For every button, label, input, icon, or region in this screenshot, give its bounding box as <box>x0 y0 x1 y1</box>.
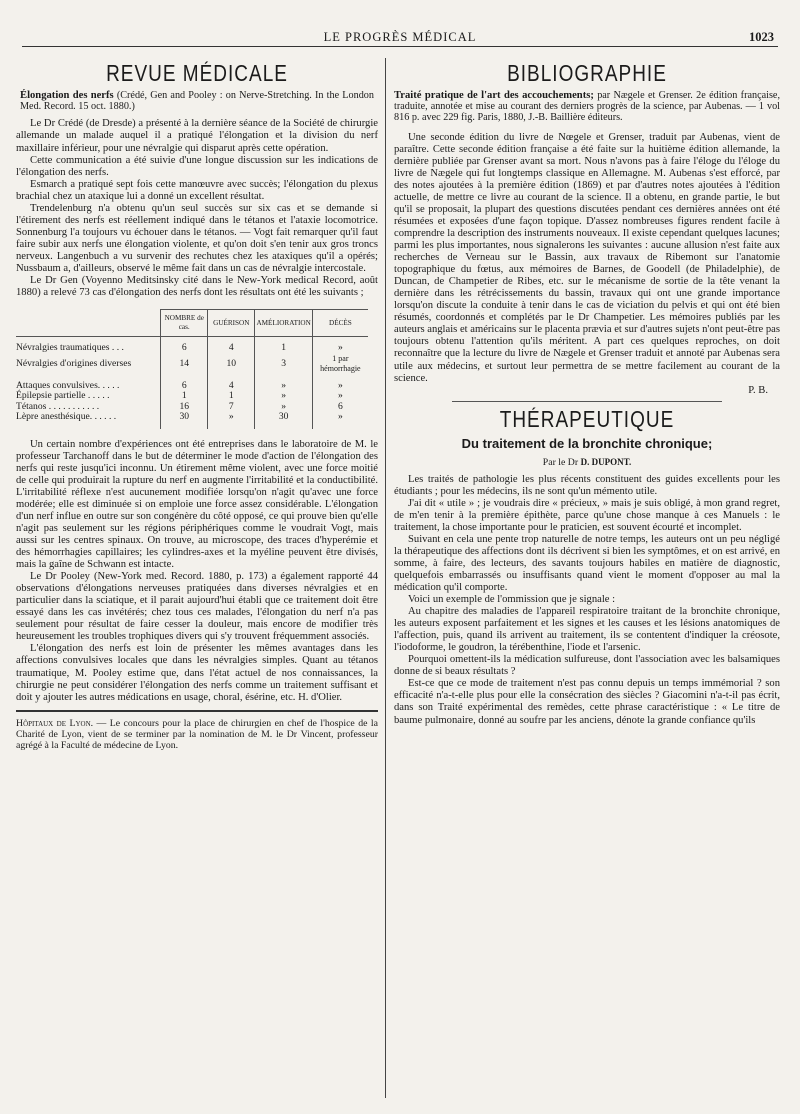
table-row: Tétanos . . . . . . . . . . . 16 7 » 6 <box>16 402 368 413</box>
reference-details: (Crédé, Gen and Pooley : on Nerve-Stretching. In the London Med. Record. 15 oct. 1880.) <box>20 90 374 113</box>
table-row: Lèpre anesthésique. . . . . . 30 » 30 » <box>16 412 368 423</box>
article-author <box>394 457 780 468</box>
therapeutique-body <box>394 474 780 727</box>
paragraph: Le Dr Gen (Voyenno Meditsinsky cité dans le New-York medical Record, août 1880) a relevé 73 cas d'élongation des nerfs dont les résultats ont été les suivants ; <box>16 275 378 299</box>
article-body-a <box>16 118 378 299</box>
table-header-cases: NOMBRE de cas. <box>161 310 208 337</box>
book-title: Traité pratique de l'art des accouchements; <box>394 90 594 101</box>
news-item <box>16 710 378 752</box>
paragraph: Les traités de pathologie les plus récents constituent des guides excellents pour les étudiants ; pour les médecins, ils ne sont qu'un mémento utile. <box>394 473 780 497</box>
table-row: Attaques convulsives. . . . . 6 4 » » <box>16 381 368 392</box>
results-table <box>16 309 368 429</box>
table-header-blank <box>16 310 161 337</box>
article-body-b <box>16 439 378 704</box>
paragraph: Suivant en cela une pente trop naturelle de notre temps, les auteurs ont un peu négligé la thérapeutique des affections dont ils décrivent si bien les symptômes, et on est arrivé, en somme, à faire, des lecteurs, des savants toujours habiles en matière de diagnostic, quelquefois embarrassés ou insuffisants quand vient le moment d'opposer au mal la médication qu'il comporte. <box>394 533 780 594</box>
review-signature: P. B. <box>748 384 768 396</box>
page-number: 1023 <box>749 30 774 44</box>
news-text: — Le concours pour la place de chirurgien en chef de l'hospice de la Charité de Lyon, vient de se terminer par la nomination de M. le Dr Vincent, professeur agrégé à la Faculté de médecine de Lyon. <box>16 717 378 752</box>
book-details: par Nægele et Grenser. 2e édition française, traduite, annotée et mise au courant des derniers progrès de la science, par Aubenas. — 1 vol 816 p. avec 229 fig. Paris, 1880, J.-B. Baillière éditeurs. <box>394 90 780 124</box>
paragraph: Est-ce que ce mode de traitement n'est pas connu depuis un temps immémorial ? son efficacité n'a-t-elle plus pour elle la consécration des siècles ? Giacomini n'a-t-il pas écrit, dans son Traité expérimental des remèdes, cette phrase caractéristique : « Le titre de baume pulmonaire, donné au soufre par les anciens, dénote la grande confiance qu'ils <box>394 678 780 726</box>
table-row: Névralgies d'origines diverses 14 10 3 1 par hémorrhagie <box>16 354 368 375</box>
paragraph: Pourquoi omettent-ils la médication sulfureuse, dont l'association avec les balsamiques donne de si beaux résultats ? <box>394 654 780 678</box>
paragraph: Au chapitre des maladies de l'appareil respiratoire traitant de la bronchite chronique, les auteurs exposent parfaitement et les signes et les causes et les lésions anatomiques de l'affection, puis, quand ils arrivent au traitement, ils se contentent d'indiquer la créosote, l'iodoforme, le goudron, la térébenthine, l'iode et l'arsenic. <box>394 606 780 654</box>
section-title-therapeutique: THÉRAPEUTIQUE <box>499 407 675 433</box>
author-prefix: Par le Dr <box>542 456 581 468</box>
section-separator <box>452 401 722 402</box>
section-title-bibliographie: BIBLIOGRAPHIE <box>507 61 667 87</box>
journal-title: LE PROGRÈS MÉDICAL <box>323 30 477 44</box>
paragraph: Cette communication a été suivie d'une longue discussion sur les indications de l'élongation des nerfs. <box>16 154 378 178</box>
book-reference <box>394 90 780 124</box>
left-column <box>16 58 378 752</box>
review-body <box>394 132 780 385</box>
paragraph: Trendelenburg n'a obtenu qu'un seul succès sur six cas et se demande si l'étirement des nerfs est réellement indiqué dans le tétanos et l'ataxie locomotrice. Sonnenburg l'a toujours vu échouer dans le tétanos. — Vogt fait remarquer qu'il faut faire subir aux nerfs une élongation violente, et qu'on doit s'en tenir aux gros troncs nerveux. Langenbuch a vu survenir des rechutes chez les ataxiques qu'il a opérés; Nussbaum a, d'ailleurs, observé le même fait dans un cas de névralgie intercostale. <box>16 202 378 274</box>
table-header-cure: GUÉRISON <box>208 310 255 337</box>
table-row: Névralgies traumatiques . . . 6 4 1 » <box>16 343 368 354</box>
paragraph: L'élongation des nerfs est loin de présenter les mêmes avantages dans les affections convulsives locales que dans les névralgies simples. Quant au tétanos traumatique, M. Pooley estime que, dans l'état actuel de nos connaissances, la chirurgie ne peut considérer l'élongation des nerfs comme un traitement suffisant et doit y ajouter les autres médications en usage, choral, ésérine, etc. H. d'Olier. <box>16 643 378 703</box>
author-name: D. DUPONT. <box>580 456 632 467</box>
section-title-revue: REVUE MÉDICALE <box>106 61 288 87</box>
paragraph: Esmarch a pratiqué sept fois cette manœuvre avec succès; l'élongation du plexus brachial chez un ataxique lui a donné un excellent résultat. <box>16 178 378 202</box>
paragraph: Le Dr Crédé (de Dresde) a présenté à la dernière séance de la Société de chirurgie allemande un malade auquel il a pratiqué l'élongation et la division du nerf maxillaire inférieur, pour une névralgie qui disparut après cette opération. <box>16 118 378 154</box>
article-subtitle: Du traitement de la bronchite chronique; <box>461 435 713 451</box>
right-column <box>394 58 780 727</box>
article-reference <box>20 90 374 112</box>
table-row: Épilepsie partielle . . . . . 1 1 » » <box>16 391 368 402</box>
table-header-row <box>16 310 368 337</box>
paragraph: Voici un exemple de l'ommission que je signale : <box>408 594 616 606</box>
news-lead: Hôpitaux de Lyon. <box>16 717 94 729</box>
paragraph: Le Dr Pooley (New-York med. Record. 1880, p. 173) a également rapporté 44 observations d'élongations nerveuses pratiquées dans diverses névralgies et en particulier dans la sciatique, et il parait aujourd'hui établi que ce traitement doit être essayé dans les cas invétérés; chez tous ces malades, l'élongation du nerf n'a pas seulement pour résultat de faire cesser la douleur, mais encore de modifier très heureusement les troubles trophiques divers qui s'y trouvent fréquemment associés. <box>16 571 378 643</box>
paragraph: Une seconde édition du livre de Nœgele et Grenser, traduit par Aubenas, vient de paraître. Cette seconde édition française a été faite sur la huitième édition allemande, la dernière publiée par Grenser avant sa mort. Nous n'avons pas à faire l'éloge du l'éloge du livre de Nægele qui fut longtemps classique en Allemagne. M. Aubenas s'est efforcé, par des notes ajoutées à la première édition (1869) et par d'autres notes ajoutées à l'édition actuelle, de mettre ce livre au courant de la science. Il a obtenu, en grande partie, le but qu'il se proposait, la plupart des questions discutées pendant ces dernières années ont été résumées et exposées d'une façon topique. D'assez nombreuses figures rendent facile à comprendre la description des instruments nouveaux. Il existe cependant quelques lacunes; parmi les plus importantes, nous signalerons les suivantes : aucune allusion n'est faite aux recherches de Verneau sur le Bassin, aux travaux de Ribemont sur l'anatomie topographique du fœtus, aux mémoires de Barnes, de Goodell (de Philadelphie), de Duncan, de Champetier de Ribes, etc. sur le mécanisme de sortie de la tête venant la dernière dans les rétrécissements du bassin, travaux qui ont une grande importance lorsqu'on discute la conduite à tenir dans le cas de viciation du pelvis et qui ont été bien résumés, coordonnés et complétés par le Dr Champetier. Les mémoires publiés par les auteurs anglais et américains sur le placenta prævia et sur d'autres sujets n'ont peut-être pas toujours obtenu l'attention qu'ils méritent. A part ces quelques reproches, on doit reconnaître que la lecture du livre de Nægele et Grenser traduit et annoté par Aubenas sera utile aux médecins, et surtout leur permettra de se mettre facilement au courant de la science. <box>394 131 780 384</box>
column-divider <box>385 58 386 1098</box>
reference-title: Élongation des nerfs <box>20 90 114 101</box>
running-header <box>22 28 778 47</box>
paragraph: J'ai dit « utile » ; je voudrais dire « précieux, » mais je suis obligé, à mon grand regret, de m'en tenir à la première épithète, parce qu'une chose manque à ces Manuels : le traitement, la chose importante pour le praticien, est souvent écourté et incomplet. <box>394 497 780 533</box>
paragraph: Un certain nombre d'expériences ont été entreprises dans le laboratoire de M. le professeur Tarchanoff dans le but de déterminer le mode d'action de l'élongation des nerfs qui reste jusqu'ici inconnu. Un étirement même violent, avec une force moitié de celle qui produirait la rupture du nerf en augmente l'irritabilité et la conductibilité. L'irritabilité réflexe n'est aucunement modifiée lorsqu'on n'agit qu'avec une force modérée; elle est diminuée si on emploie une force assez considérable. L'élongation d'un nerf influe en outre sur son congénère du côté opposé, ce qui prouve bien qu'elle n'agit pas seulement sur les régions périphériques comme le voudrait Vogt, mais aussi sur les centres spinaux. On trouve, au microscope, des traces d'hyperémie et des hémorrhagies capillaires; les cylindres-axes et la myéline peuvent être divisés, mais la gaîne de Schwann est intacte. <box>16 438 378 571</box>
table-header-deaths: DÉCÈS <box>312 310 368 337</box>
table-header-improved: AMÉLIORATION <box>255 310 312 337</box>
